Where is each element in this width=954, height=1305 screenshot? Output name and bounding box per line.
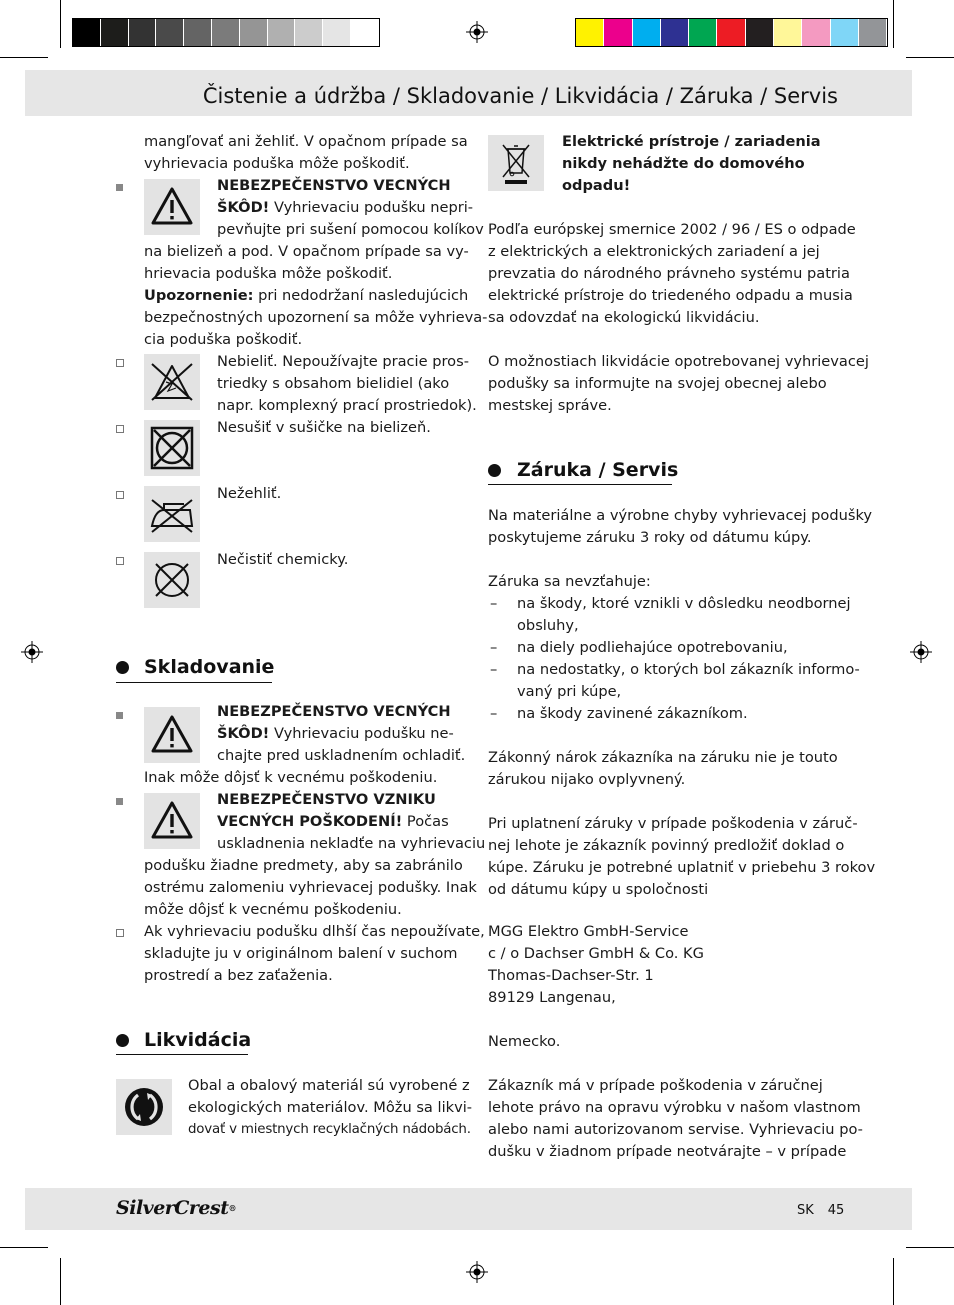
weee-warning: odpadu! — [562, 177, 631, 194]
bullet-open-square — [116, 425, 124, 433]
intro-text: mangľovať ani žehliť. V opačnom prípade sa — [144, 133, 468, 150]
crop-mark — [60, 0, 61, 48]
crop-mark — [60, 1258, 61, 1305]
warranty-exclusions-label: Záruka sa nevzťahuje: — [488, 573, 651, 590]
gray-swatch — [295, 19, 323, 46]
gray-swatch — [240, 19, 268, 46]
color-swatch — [604, 19, 632, 46]
warning-text: môže dôjsť k vecnému poškodeniu. — [144, 901, 402, 918]
service-address: MGG Elektro GmbH-Service — [488, 923, 689, 940]
gray-swatch — [351, 19, 379, 46]
warning-icon — [144, 793, 200, 849]
heading-bullet — [116, 661, 129, 674]
disposal-text: dovať v miestnych recyklačných nádobách. — [188, 1122, 471, 1137]
legal-text: Zákonný nárok zákazníka na záruku nie je touto — [488, 749, 838, 766]
service-address: Thomas-Dachser-Str. 1 — [488, 967, 654, 984]
page-title: Čistenie a údržba / Skladovanie / Likvidácia / Záruka / Servis — [202, 84, 838, 108]
registration-mark-icon — [466, 1261, 488, 1283]
claim-text: kúpe. Záruku je potrebné uplatniť v priebehu 3 rokov — [488, 859, 876, 876]
warning-icon — [144, 707, 200, 763]
repair-text: alebo nami autorizovanom servise. Vyhrievaciu po- — [488, 1121, 863, 1138]
intro-text: vyhrievacia poduška môže poškodiť. — [144, 155, 410, 172]
care-text: triedky s obsahom bielidiel (ako — [217, 375, 450, 392]
storage-text: prostredí a bez zaťaženia. — [144, 967, 333, 984]
bullet-open-square — [116, 557, 124, 565]
weee-warning: nikdy nehádžte do domového — [562, 155, 805, 172]
legal-text: zárukou nijako ovplyvnený. — [488, 771, 686, 788]
heading-rule — [488, 484, 672, 485]
color-swatch — [717, 19, 745, 46]
disposal-info-text: O možnostiach likvidácie opotrebovanej vyhrievacej — [488, 353, 869, 370]
language-code: SK — [797, 1203, 814, 1218]
warning-icon — [144, 179, 200, 235]
warning-text: ŠKÔD! Vyhrievaciu podušku ne- — [217, 725, 454, 742]
no-bleach-icon — [144, 354, 200, 410]
bullet-open-square — [116, 491, 124, 499]
color-swatch — [633, 19, 661, 46]
care-text: Nesušiť v sušičke na bielizeň. — [217, 419, 431, 436]
bullet-open-square — [116, 359, 124, 367]
list-item: na škody, ktoré vznikli v dôsledku neodbornej — [517, 595, 851, 612]
gray-calibration-bar — [72, 18, 380, 47]
care-text: napr. komplexný prací prostriedok). — [217, 397, 477, 414]
gray-swatch — [212, 19, 240, 46]
disposal-text: Obal a obalový materiál sú vyrobené z — [188, 1077, 470, 1094]
storage-text: Ak vyhrievaciu podušku dlhší čas nepoužívate, — [144, 923, 485, 940]
registration-mark-icon — [21, 641, 43, 663]
warning-text: na bielizeň a pod. V opačnom prípade sa vy- — [144, 243, 469, 260]
list-item: na diely podliehajúce opotrebovaniu, — [517, 639, 788, 656]
page-number: 45 — [827, 1203, 845, 1218]
color-calibration-bar — [575, 18, 888, 47]
list-item: vaný pri kúpe, — [517, 683, 622, 700]
color-swatch — [576, 19, 604, 46]
list-item: obsluhy, — [517, 617, 579, 634]
crop-mark — [0, 1247, 48, 1248]
heading-bullet — [116, 1034, 129, 1047]
crop-mark — [893, 0, 894, 48]
color-swatch — [661, 19, 689, 46]
warning-text: NEBEZPEČENSTVO VECNÝCH — [217, 703, 451, 720]
disposal-info-text: mestskej správe. — [488, 397, 612, 414]
directive-text: prevzatia do národného právneho systému patria — [488, 265, 850, 282]
warning-text: NEBEZPEČENSTVO VECNÝCH — [217, 177, 451, 194]
gray-swatch — [129, 19, 157, 46]
weee-bin-icon — [488, 135, 544, 191]
warning-text: Inak môže dôjsť k vecnému poškodeniu. — [144, 769, 438, 786]
service-address: Nemecko. — [488, 1033, 561, 1050]
no-tumble-dry-icon — [144, 420, 200, 476]
repair-text: Zákazník má v prípade poškodenia v záručnej — [488, 1077, 823, 1094]
crop-mark — [0, 57, 48, 58]
gray-swatch — [156, 19, 184, 46]
color-swatch — [746, 19, 774, 46]
bullet-square — [116, 184, 123, 191]
service-address: 89129 Langenau, — [488, 989, 616, 1006]
section-heading-storage: Skladovanie — [144, 656, 275, 678]
claim-text: Pri uplatnení záruky v prípade poškodenia v záruč- — [488, 815, 858, 832]
warning-text: ostrému zalomeniu vyhrievacej podušky. Inak — [144, 879, 477, 896]
warning-text: podušku žiadne predmety, aby sa zabránilo — [144, 857, 463, 874]
no-dry-clean-icon — [144, 552, 200, 608]
heading-rule — [116, 682, 272, 683]
warning-text: ŠKÔD! Vyhrievaciu podušku nepri- — [217, 199, 474, 216]
warning-text: NEBEZPEČENSTVO VZNIKU — [217, 791, 436, 808]
heading-bullet — [488, 464, 501, 477]
list-dash: – — [490, 595, 498, 612]
gray-swatch — [73, 19, 101, 46]
no-iron-icon — [144, 486, 200, 542]
claim-text: od dátumu kúpy u spoločnosti — [488, 881, 709, 898]
bullet-square — [116, 712, 123, 719]
disposal-info-text: podušky sa informujte na svojej obecnej alebo — [488, 375, 827, 392]
directive-text: z elektrických a elektronických zariadení a jej — [488, 243, 820, 260]
disposal-text: ekologických materiálov. Môžu sa likvi- — [188, 1099, 473, 1116]
storage-text: skladujte ju v originálnom balení v suchom — [144, 945, 458, 962]
color-swatch — [831, 19, 859, 46]
weee-warning: Elektrické prístroje / zariadenia — [562, 133, 821, 150]
list-item: na škody zavinené zákazníkom. — [517, 705, 748, 722]
repair-text: lehote právo na opravu výrobku v našom vlastnom — [488, 1099, 861, 1116]
note-text: bezpečnostných upozornení sa môže vyhrieva- — [144, 309, 488, 326]
warning-text: hrievacia poduška môže poškodiť. — [144, 265, 393, 282]
color-swatch — [774, 19, 802, 46]
brand-logo: SilverCrest® — [116, 1197, 236, 1219]
list-dash: – — [490, 661, 498, 678]
list-dash: – — [490, 705, 498, 722]
directive-text: Podľa európskej smernice 2002 / 96 / ES o odpade — [488, 221, 856, 238]
bullet-open-square — [116, 929, 124, 937]
list-item: na nedostatky, o ktorých bol zákazník informo- — [517, 661, 860, 678]
green-dot-recycle-icon — [116, 1079, 172, 1135]
gray-swatch — [101, 19, 129, 46]
warning-text: uskladnenia nekladťe na vyhrievaciu — [217, 835, 486, 852]
crop-mark — [906, 57, 954, 58]
crop-mark — [906, 1247, 954, 1248]
list-dash: – — [490, 639, 498, 656]
repair-text: dušku v žiadnom prípade neotvárajte – v prípade — [488, 1143, 847, 1160]
section-heading-disposal: Likvidácia — [144, 1029, 252, 1051]
color-swatch — [859, 19, 887, 46]
note-text: cia poduška poškodiť. — [144, 331, 303, 348]
heading-rule — [116, 1054, 248, 1055]
warning-text: VECNÝCH POŠKODENÍ! Počas — [217, 813, 449, 830]
service-address: c / o Dachser GmbH & Co. KG — [488, 945, 704, 962]
gray-swatch — [184, 19, 212, 46]
page-info — [797, 1200, 858, 1222]
warning-text: pevňujte pri sušení pomocou kolíkov — [217, 221, 484, 238]
registration-mark-icon — [910, 641, 932, 663]
gray-swatch — [323, 19, 351, 46]
color-swatch — [802, 19, 830, 46]
warning-text: chajte pred uskladnením ochladiť. — [217, 747, 466, 764]
care-text: Nečistiť chemicky. — [217, 551, 349, 568]
bullet-square — [116, 798, 123, 805]
gray-swatch — [268, 19, 296, 46]
care-text: Nebieliť. Nepoužívajte pracie pros- — [217, 353, 469, 370]
directive-text: elektrické prístroje do triedeného odpadu a musia — [488, 287, 853, 304]
claim-text: nej lehote je zákazník povinný predložiť doklad o — [488, 837, 845, 854]
warranty-text: Na materiálne a výrobne chyby vyhrievacej podušky — [488, 507, 873, 524]
crop-mark — [893, 1258, 894, 1305]
warranty-text: poskytujeme záruku 3 roky od dátumu kúpy. — [488, 529, 812, 546]
color-swatch — [689, 19, 717, 46]
registration-mark-icon — [466, 21, 488, 43]
section-heading-warranty: Záruka / Servis — [517, 459, 679, 481]
care-text: Nežehliť. — [217, 485, 282, 502]
directive-text: sa odovzdať na ekologickú likvidáciu. — [488, 309, 760, 326]
note-text: Upozornenie: pri nedodržaní nasledujúcich — [144, 287, 469, 304]
